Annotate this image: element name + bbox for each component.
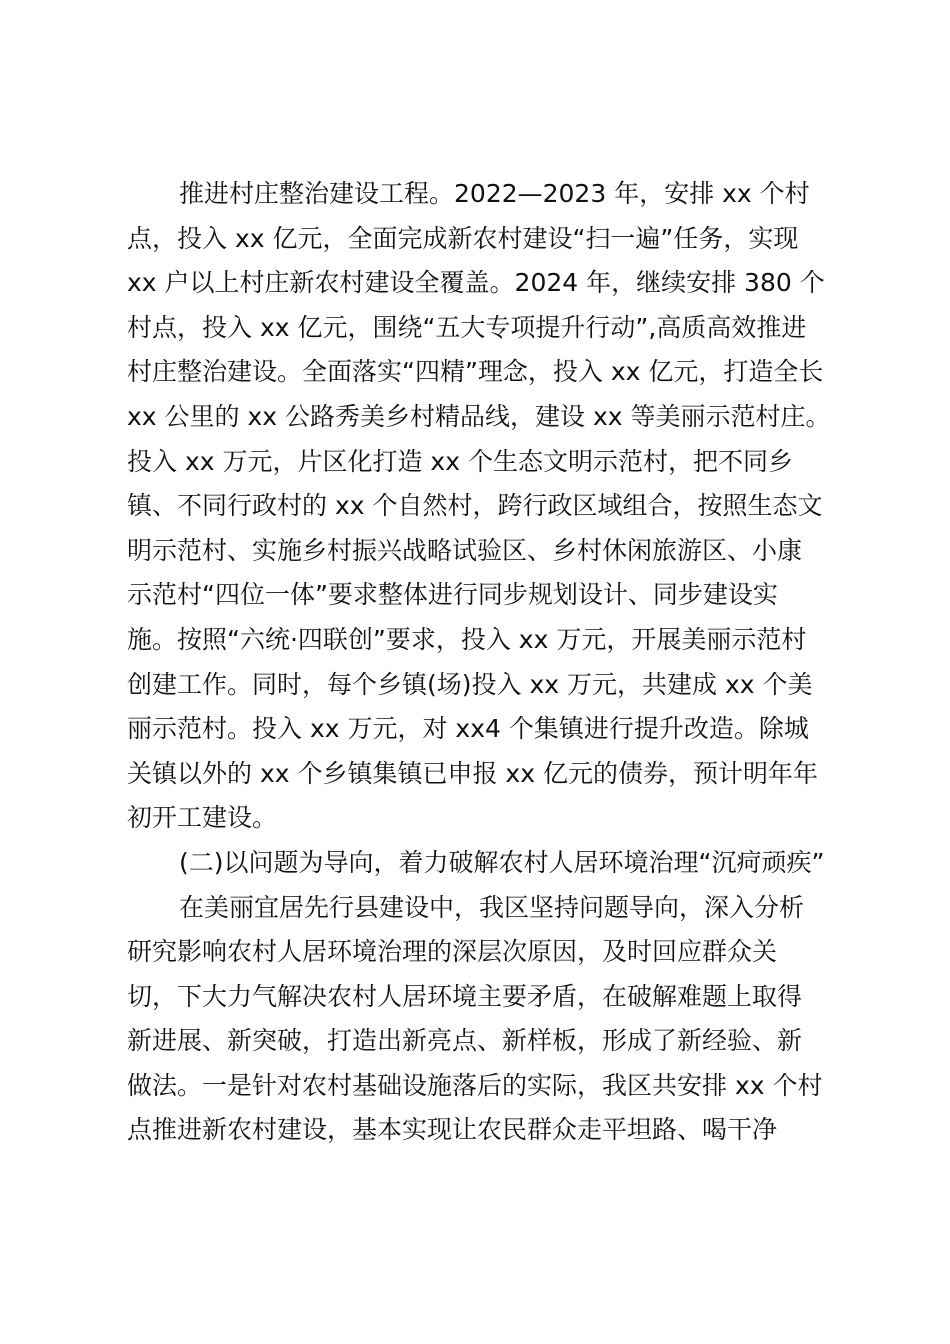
paragraph-line: 研究影响农村人居环境治理的深层次原因，及时回应群众关 [127, 937, 778, 967]
paragraph-line: 做法。一是针对农村基础设施落后的实际，我区共安排 xx 个村 [127, 1070, 823, 1100]
paragraph-line: 村点，投入 xx 亿元，围绕“五大专项提升行动”,高质高效推进 [127, 312, 807, 342]
paragraph-line: 关镇以外的 xx 个乡镇集镇已申报 xx 亿元的债券，预计明年年 [127, 758, 818, 788]
paragraph-line: 村庄整治建设。全面落实“四精”理念，投入 xx 亿元，打造全长 [127, 357, 824, 387]
paragraph-line: 初开工建设。 [127, 803, 278, 833]
paragraph-line: 点，投入 xx 亿元，全面完成新农村建设“扫一遍”任务，实现 [127, 223, 799, 253]
paragraph-line: 镇、不同行政村的 xx 个自然村，跨行政区域组合，按照生态文 [127, 491, 823, 521]
paragraph-line: 创建工作。同时，每个乡镇(场)投入 xx 万元，共建成 xx 个美 [127, 669, 813, 699]
paragraph-line: 在美丽宜居先行县建设中，我区坚持问题导向，深入分析 [179, 892, 805, 922]
document-body [127, 172, 837, 1153]
paragraph-line: 推进村庄整治建设工程。2022—2023 年，安排 xx 个村 [179, 179, 810, 208]
paragraph-line: 明示范村、实施乡村振兴战略试验区、乡村休闲旅游区、小康 [127, 535, 803, 565]
paragraph-line: 示范村“四位一体”要求整体进行同步规划设计、同步建设实 [127, 580, 778, 610]
paragraph-line: xx 公里的 xx 公路秀美乡村精品线，建设 xx 等美丽示范村庄。 [127, 401, 831, 431]
paragraph-line: 投入 xx 万元，片区化打造 xx 个生态文明示范村，把不同乡 [127, 446, 793, 476]
paragraph-line: 点推进新农村建设，基本实现让农民群众走平坦路、喝干净 [127, 1115, 778, 1145]
paragraph-line: 切，下大力气解决农村人居环境主要矛盾，在破解难题上取得 [127, 981, 803, 1011]
section-heading: (二)以问题为导向，着力破解农村人居环境治理“沉疴顽疾” [179, 847, 825, 877]
paragraph-line: 施。按照“六统·四联创”要求，投入 xx 万元，开展美丽示范村 [127, 624, 807, 654]
paragraph-line: 新进展、新突破，打造出新亮点、新样板，形成了新经验、新 [127, 1026, 803, 1056]
paragraph-line: 丽示范村。投入 xx 万元，对 xx4 个集镇进行提升改造。除城 [127, 714, 809, 744]
paragraph-line: xx 户以上村庄新农村建设全覆盖。2024 年，继续安排 380 个 [127, 268, 825, 298]
